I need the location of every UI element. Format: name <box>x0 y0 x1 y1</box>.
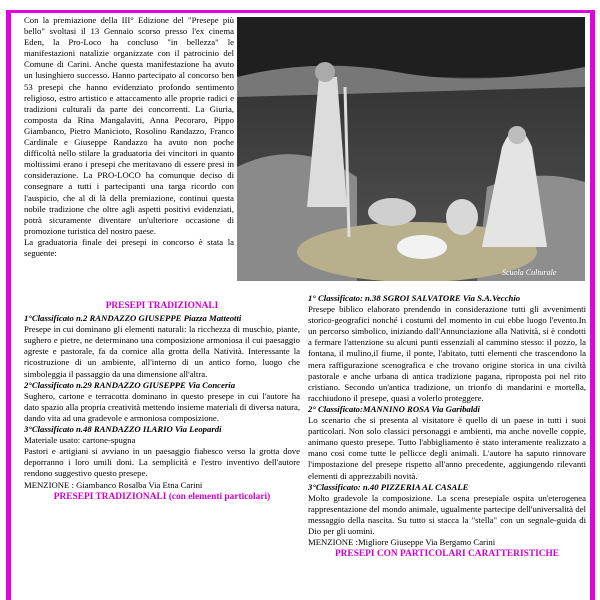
photo-signature: Scuola Culturale <box>502 268 557 277</box>
intro-text: Con la premiazione della III° Edizione del "Presepe più bello" svoltasi il 13 Gennaio scorso presso l'ex cinema Eden, la Pro-Loco ha concluso "in bellezza" le manifestazioni natalizie organizzate con il patrocinio del Comune di Carini. Anche questa manifestazione ha avuto un lusinghiero successo. Hanno partecipato al concorso ben 53 presepi che hanno evidenziato profondo sentimento religioso, estro artistico e attaccamento alle proprie radici e tradizioni culturali da parte dei concorrenti. La Giuria, composta da Rina Mangalaviti, Anna Pecoraro, Pippo Giambanco, Pietro Manicioto, Rosolino Randazzo, Franco Cardinale e Giuseppe Randazzo ha avuto non poche difficoltà nello stilare la graduatoria dei vincitori in quanto moltissimi erano i presepi che meritavano di essere presi in considerazione. La PRO-LOCO ha comunque deciso di consegnare a tutti i partecipanti una targa ricordo con l'auspicio, che al di là della premiazione, continui questa nobile tradizione che oltre agli aspetti positivi evidenziati, potrà sicuramente diventare un'ulteriore occasione di promozione turistica del nostro paese. <box>24 15 234 236</box>
left-c3-title: 3°Classificato n.48 RANDAZZO ILARIO Via Leopardi <box>24 424 222 435</box>
left-c1-text: Presepe in cui dominano gli elementi naturali: la ricchezza di muschio, piante, sughero e pietre, ne determinano una composizione armoniosa il cui paesaggio agreste e pastorale, fa da cornice alla grotta della Natività. Interessante la ricostruzione di un ambiente, all'interno di un antico forno, luogo che simboleggia il passaggio da una dimensione all'altra. <box>24 324 300 379</box>
right-border <box>590 10 595 600</box>
left-menzione: MENZIONE : Giambanco Rosalba Via Etna Carini <box>24 479 203 490</box>
right-c2-title: 2° Classificato:MANNINO ROSA Via Garibaldi <box>308 403 480 414</box>
left-c2-title: 2°Classificato n.29 RANDAZZO GIUSEPPE Via Conceria <box>24 379 236 390</box>
left-c3-material: Materiale usato: cartone-spugna <box>24 435 136 446</box>
right-menzione: MENZIONE :Migliore Giuseppe Via Bergamo Carini <box>308 537 496 548</box>
left-c3-text: Pastori e artigiani si avviano in un paesaggio fiabesco verso la grotta dove deporranno i loro umili doni. La semplicità e l'estro inventivo dell'autore rendono suggestivo questo presepe. <box>24 446 300 479</box>
right-c3-text: Molto gradevole la composizione. La scena presepiale ospita un'eterogenea rappresentazione del mondo animale, ugualmente partecipe dell'universalità del messaggio della nascita. Su tutto si stacca la "stella" con un segnale-guida di Dio per gli uomini. <box>308 492 586 536</box>
left-c2-text: Sughero, cartone e terracotta dominano in questo presepe in cui l'autore ha dato spazio alla propria creatività mettendo insieme materiali di diversa natura, dando vita ad una gradevole e armoniosa composizione. <box>24 390 300 423</box>
heading-presepi-tradizionali-particolari: PRESEPI TRADIZIONALI (con elementi particolari) <box>53 491 271 502</box>
nativity-scene-image <box>237 17 585 281</box>
left-c1-title: 1°Classificato n.2 RANDAZZO GIUSEPPE Piazza Matteotti <box>24 313 242 324</box>
right-c3-title: 3°Classificato: n.40 PIZZERIA AL CASALE <box>308 481 469 492</box>
heading-presepi-tradizionali: PRESEPI TRADIZIONALI <box>105 301 219 311</box>
heading-presepi-particolari: PRESEPI CON PARTICOLARI CARATTERISTICHE <box>334 549 560 560</box>
graduatoria-text: La graduatoria finale dei presepi in concorso è stata la seguente: <box>24 236 234 258</box>
right-c2-text: Lo scenario che si presenta al visitatore è quello di un paese in tutti i suoi particolari. Non solo classici personaggi e ambienti, ma anche novelle coppie, animano questo presepe. Tutto l'abbigliamento è stato interamente realizzato a mano così come tutte le pellicce degli animali. L'autore ha saputo rinnovare l'impostazione del presepe rispetto all'anno precedente, aggiungendo rilevanti elementi di apprezzabili novità. <box>308 415 586 481</box>
left-ranking-column <box>24 300 300 504</box>
top-border <box>6 10 595 13</box>
right-c1-text: Presepe biblico elaborato prendendo in considerazione tutti gli avvenimenti storico-geografici nonché i costumi del momento in cui ebbe luogo l'evento.In un percorso simbolico, iniziando dall'Annunciazione alla Natività, si è condotti a fermare l'attenzione su alcuni punti essenziali al cammino stesso: il pozzo, la fontana, il mulino,il fiume, il ponte, l'abitato, tutti elementi che trascendono la mera raffigurazione scenografica e che trovano origine storica in una civiltà pastorale e anche urbana di antica tradizione pagana, riproposta poi nel rito cristiano. Secondo un'antica tradizione, un trionfo di mandarini e mortella, racchiudono il presepe, quasi a volerlo proteggere. <box>308 304 586 403</box>
left-border <box>6 10 11 600</box>
right-c1-title: 1° Classificato: n.38 SGROI SALVATORE Via S.A.Vecchio <box>308 293 521 303</box>
right-ranking-column <box>308 293 586 561</box>
nativity-photo <box>237 17 585 281</box>
